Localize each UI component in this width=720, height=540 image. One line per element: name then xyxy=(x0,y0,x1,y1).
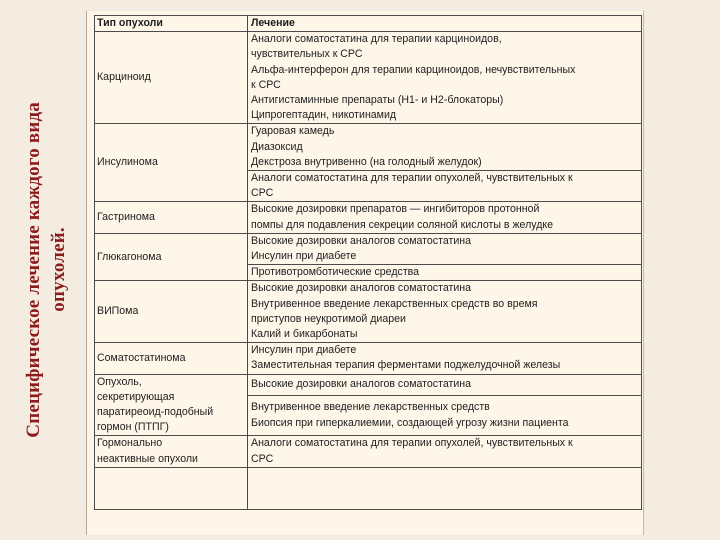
treatment-line: Калий и бикарбонаты xyxy=(251,328,358,341)
table-header-row xyxy=(95,16,642,32)
treatment-cell xyxy=(248,281,642,343)
tumor-type-cell: ВИПома xyxy=(95,281,248,343)
table-row xyxy=(95,343,642,374)
treatment-line: СРС xyxy=(251,452,274,465)
tumor-type-cell: Соматостатинома xyxy=(95,343,248,374)
treatment-line: Высокие дозировки аналогов соматостатина xyxy=(251,378,472,391)
treatment-line: Ципрогептадин, никотинамид xyxy=(251,109,397,122)
tumor-type-cell: Карциноид xyxy=(95,32,248,124)
table-row xyxy=(95,202,642,233)
tumor-type-cell: Глюкагонома xyxy=(95,233,248,281)
treatment-cell xyxy=(248,233,642,264)
treatment-line: Аналоги соматостатина для терапии опухолей, чувствительных к xyxy=(251,172,573,185)
treatment-cell xyxy=(248,32,642,124)
slide-title xyxy=(16,0,76,540)
treatment-table xyxy=(94,15,642,510)
treatment-line: Внутривенное введение лекарственных средств xyxy=(251,401,490,414)
treatment-line: Противотромботические средства xyxy=(251,266,420,279)
treatment-cell xyxy=(248,265,642,281)
treatment-cell xyxy=(248,436,642,467)
tumor-type-cell: Опухоль, секретирующая паратиреоид-подобный гормон (ПТПГ) xyxy=(95,374,248,436)
treatment-line: Диазоксид xyxy=(251,140,303,153)
slide-title-line-1: Специфическое лечение каждого вида xyxy=(23,102,44,438)
tumor-type-cell: Гастринома xyxy=(95,202,248,233)
document-page xyxy=(86,11,644,535)
header-tumor-type: Тип опухоли xyxy=(95,16,248,32)
treatment-cell xyxy=(248,202,642,233)
treatment-line: Биопсия при гиперкалиемии, создающей угрозу жизни пациента xyxy=(251,416,569,429)
treatment-cell xyxy=(248,171,642,202)
treatment-line: приступов неукротимой диареи xyxy=(251,312,406,325)
table-row xyxy=(95,233,642,264)
treatment-cell xyxy=(248,124,642,171)
treatment-line: чувствительных к СРС xyxy=(251,48,363,61)
treatment-line: к СРС xyxy=(251,78,281,91)
table-row xyxy=(95,124,642,171)
treatment-line: Аналоги соматостатина для терапии карциноидов, xyxy=(251,33,502,46)
table-row xyxy=(95,32,642,124)
treatment-line: Антигистаминные препараты (Н1- и Н2-блокаторы) xyxy=(251,94,504,107)
table-blank-row xyxy=(95,467,642,509)
table-row xyxy=(95,374,642,395)
table-row xyxy=(95,436,642,467)
treatment-line: Внутривенное введение лекарственных средств во время xyxy=(251,297,538,310)
header-treatment: Лечение xyxy=(248,16,642,32)
tumor-type-cell: Инсулинома xyxy=(95,124,248,202)
tumor-type-cell: Гормонально неактивные опухоли xyxy=(95,436,248,467)
table-row xyxy=(95,281,642,343)
table-body xyxy=(95,32,642,468)
treatment-line: Инсулин при диабете xyxy=(251,250,357,263)
treatment-line: Гуаровая камедь xyxy=(251,125,335,138)
treatment-line: Аналоги соматостатина для терапии опухолей, чувствительных к xyxy=(251,437,573,450)
treatment-line: Высокие дозировки аналогов соматостатина xyxy=(251,282,472,295)
treatment-line: Инсулин при диабете xyxy=(251,344,357,357)
treatment-cell xyxy=(248,395,642,436)
treatment-line: Альфа-интерферон для терапии карциноидов, нечувствительных xyxy=(251,63,576,76)
treatment-line: помпы для подавления секреции соляной кислоты в желудке xyxy=(251,218,554,231)
slide-title-line-2: опухолей. xyxy=(48,227,69,313)
treatment-line: Высокие дозировки аналогов соматостатина xyxy=(251,234,472,247)
treatment-line: Декстроза внутривенно (на голодный желудок) xyxy=(251,155,482,168)
treatment-line: СРС xyxy=(251,187,274,200)
treatment-line: Высокие дозировки препаратов — ингибиторов протонной xyxy=(251,203,540,216)
treatment-line: Заместительная терапия ферментами поджелудочной железы xyxy=(251,359,561,372)
treatment-cell xyxy=(248,343,642,374)
treatment-cell xyxy=(248,374,642,395)
